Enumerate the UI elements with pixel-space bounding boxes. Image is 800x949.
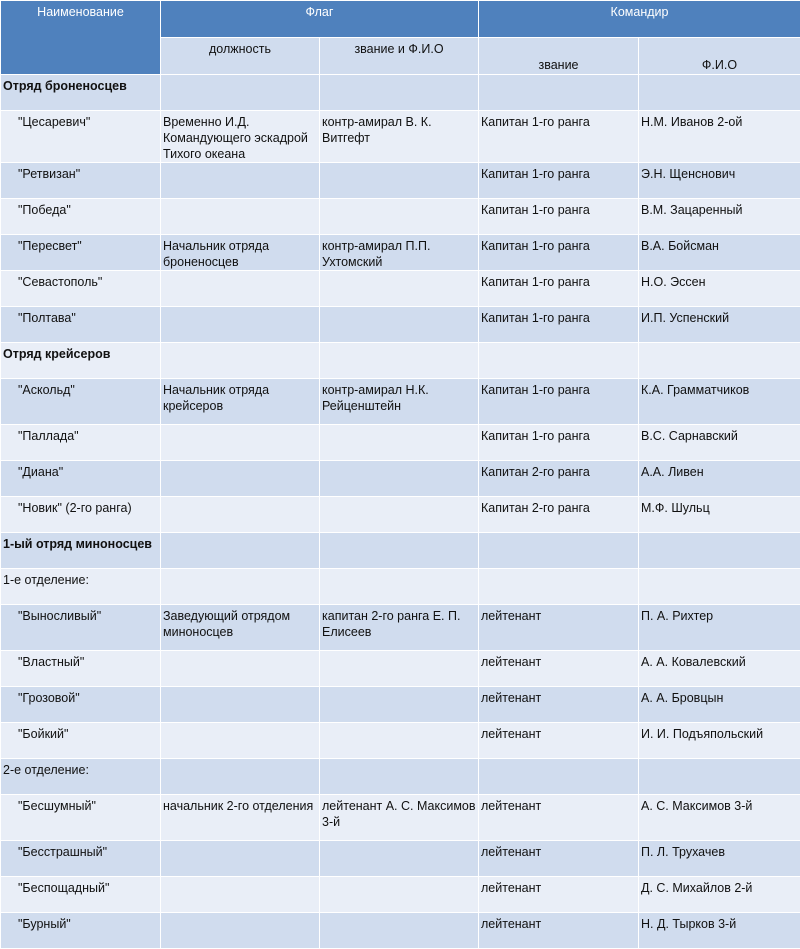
section-label: Отряд броненосцев <box>1 75 161 111</box>
header-fio: Ф.И.О <box>639 38 800 75</box>
position-cell: начальник 2-го отделения <box>161 795 320 841</box>
rank-cell: Капитан 1-го ранга <box>479 379 639 425</box>
fio-cell: А.А. Ливен <box>639 461 800 497</box>
flag-cell <box>320 759 479 795</box>
rank-cell: лейтенант <box>479 723 639 759</box>
position-cell <box>161 651 320 687</box>
position-cell <box>161 75 320 111</box>
rank-cell <box>479 343 639 379</box>
header-flag-rank-name: звание и Ф.И.О <box>320 38 479 75</box>
position-cell <box>161 307 320 343</box>
flag-cell <box>320 461 479 497</box>
position-cell <box>161 841 320 877</box>
fio-cell: Н. Д. Тырков 3-й <box>639 913 800 949</box>
section-row <box>1 759 800 795</box>
table-row <box>1 723 800 759</box>
ship-name: "Властный" <box>1 651 161 687</box>
fio-cell <box>639 533 800 569</box>
rank-cell: Капитан 2-го ранга <box>479 461 639 497</box>
flag-cell <box>320 307 479 343</box>
section-label: 1-ый отряд миноносцев <box>1 533 161 569</box>
position-cell: Заведующий отрядом миноносцев <box>161 605 320 651</box>
rank-cell: лейтенант <box>479 687 639 723</box>
table-row <box>1 497 800 533</box>
fio-cell: Д. С. Михайлов 2-й <box>639 877 800 913</box>
ship-name: "Бесшумный" <box>1 795 161 841</box>
position-cell <box>161 913 320 949</box>
position-cell <box>161 533 320 569</box>
fio-cell <box>639 759 800 795</box>
flag-cell: контр-амирал П.П. Ухтомский <box>320 235 479 271</box>
flag-cell <box>320 651 479 687</box>
rank-cell <box>479 569 639 605</box>
rank-cell: Капитан 1-го ранга <box>479 199 639 235</box>
ship-name: "Аскольд" <box>1 379 161 425</box>
rank-cell: лейтенант <box>479 605 639 651</box>
rank-cell <box>479 533 639 569</box>
position-cell: Начальник отряда крейсеров <box>161 379 320 425</box>
ship-name: "Севастополь" <box>1 271 161 307</box>
flag-cell: лейтенант А. С. Максимов 3-й <box>320 795 479 841</box>
position-cell <box>161 723 320 759</box>
ship-name: "Бурный" <box>1 913 161 949</box>
header-position: должность <box>161 38 320 75</box>
ship-name: "Диана" <box>1 461 161 497</box>
section-row <box>1 533 800 569</box>
position-cell <box>161 461 320 497</box>
ship-name: "Бойкий" <box>1 723 161 759</box>
table-row <box>1 111 800 163</box>
header-flag: Флаг <box>161 1 479 38</box>
fio-cell <box>639 343 800 379</box>
fio-cell: М.Ф. Шульц <box>639 497 800 533</box>
fio-cell: Э.Н. Щенснович <box>639 163 800 199</box>
rank-cell <box>479 75 639 111</box>
table-row <box>1 913 800 949</box>
flag-cell: контр-амирал Н.К. Рейценштейн <box>320 379 479 425</box>
rank-cell: Капитан 1-го ранга <box>479 235 639 271</box>
section-row <box>1 343 800 379</box>
table-row <box>1 271 800 307</box>
position-cell <box>161 343 320 379</box>
flag-cell <box>320 877 479 913</box>
section-label: Отряд крейсеров <box>1 343 161 379</box>
section-row <box>1 75 800 111</box>
fio-cell: А. А. Ковалевский <box>639 651 800 687</box>
position-cell <box>161 759 320 795</box>
fio-cell: И.П. Успенский <box>639 307 800 343</box>
ship-name: "Беспощадный" <box>1 877 161 913</box>
flag-cell <box>320 569 479 605</box>
position-cell: Начальник отряда броненосцев <box>161 235 320 271</box>
position-cell <box>161 425 320 461</box>
flag-cell: контр-амирал В. К. Витгефт <box>320 111 479 163</box>
fio-cell: Н.О. Эссен <box>639 271 800 307</box>
table-row <box>1 379 800 425</box>
table-row <box>1 163 800 199</box>
rank-cell: Капитан 1-го ранга <box>479 271 639 307</box>
table-row <box>1 199 800 235</box>
section-row <box>1 569 800 605</box>
header-name: Наименование <box>1 1 161 75</box>
fio-cell: В.М. Зацаренный <box>639 199 800 235</box>
fio-cell: П. Л. Трухачев <box>639 841 800 877</box>
ship-name: "Ретвизан" <box>1 163 161 199</box>
rank-cell: Капитан 1-го ранга <box>479 425 639 461</box>
flag-cell <box>320 913 479 949</box>
ship-name: "Новик" (2-го ранга) <box>1 497 161 533</box>
flag-cell <box>320 841 479 877</box>
fio-cell <box>639 75 800 111</box>
table-row <box>1 841 800 877</box>
rank-cell: лейтенант <box>479 877 639 913</box>
fio-cell: И. И. Подъяпольский <box>639 723 800 759</box>
flag-cell: капитан 2-го ранга Е. П. Елисеев <box>320 605 479 651</box>
position-cell <box>161 497 320 533</box>
fio-cell: В.С. Сарнавский <box>639 425 800 461</box>
rank-cell: Капитан 1-го ранга <box>479 111 639 163</box>
rank-cell: Капитан 2-го ранга <box>479 497 639 533</box>
position-cell <box>161 271 320 307</box>
rank-cell: лейтенант <box>479 913 639 949</box>
table-row <box>1 461 800 497</box>
fio-cell: А. С. Максимов 3-й <box>639 795 800 841</box>
table-body <box>1 75 800 949</box>
ship-name: "Победа" <box>1 199 161 235</box>
ship-name: "Бесстрашный" <box>1 841 161 877</box>
table-row <box>1 425 800 461</box>
ship-name: "Полтава" <box>1 307 161 343</box>
position-cell <box>161 687 320 723</box>
position-cell <box>161 163 320 199</box>
fio-cell: Н.М. Иванов 2-ой <box>639 111 800 163</box>
section-label: 1-е отделение: <box>1 569 161 605</box>
flag-cell <box>320 343 479 379</box>
fio-cell <box>639 569 800 605</box>
flag-cell <box>320 75 479 111</box>
table-row <box>1 795 800 841</box>
position-cell <box>161 569 320 605</box>
ship-name: "Паллада" <box>1 425 161 461</box>
table-row <box>1 687 800 723</box>
header-commander: Командир <box>479 1 800 38</box>
fio-cell: В.А. Бойсман <box>639 235 800 271</box>
table-row <box>1 877 800 913</box>
flag-cell <box>320 497 479 533</box>
table-row <box>1 605 800 651</box>
header-rank: звание <box>479 38 639 75</box>
rank-cell: Капитан 1-го ранга <box>479 307 639 343</box>
flag-cell <box>320 271 479 307</box>
flag-cell <box>320 723 479 759</box>
flag-cell <box>320 533 479 569</box>
position-cell: Временно И.Д. Командующего эскадрой Тихого океана <box>161 111 320 163</box>
rank-cell: лейтенант <box>479 651 639 687</box>
table-row <box>1 235 800 271</box>
flag-cell <box>320 163 479 199</box>
flag-cell <box>320 425 479 461</box>
fio-cell: П. А. Рихтер <box>639 605 800 651</box>
flag-cell <box>320 199 479 235</box>
position-cell <box>161 199 320 235</box>
position-cell <box>161 877 320 913</box>
fio-cell: А. А. Бровцын <box>639 687 800 723</box>
rank-cell: лейтенант <box>479 795 639 841</box>
table-row <box>1 307 800 343</box>
rank-cell: Капитан 1-го ранга <box>479 163 639 199</box>
rank-cell <box>479 759 639 795</box>
table-row <box>1 651 800 687</box>
ship-name: "Грозовой" <box>1 687 161 723</box>
ship-name: "Пересвет" <box>1 235 161 271</box>
fio-cell: К.А. Грамматчиков <box>639 379 800 425</box>
section-label: 2-е отделение: <box>1 759 161 795</box>
ship-name: "Цесаревич" <box>1 111 161 163</box>
ship-name: "Выносливый" <box>1 605 161 651</box>
rank-cell: лейтенант <box>479 841 639 877</box>
flag-cell <box>320 687 479 723</box>
